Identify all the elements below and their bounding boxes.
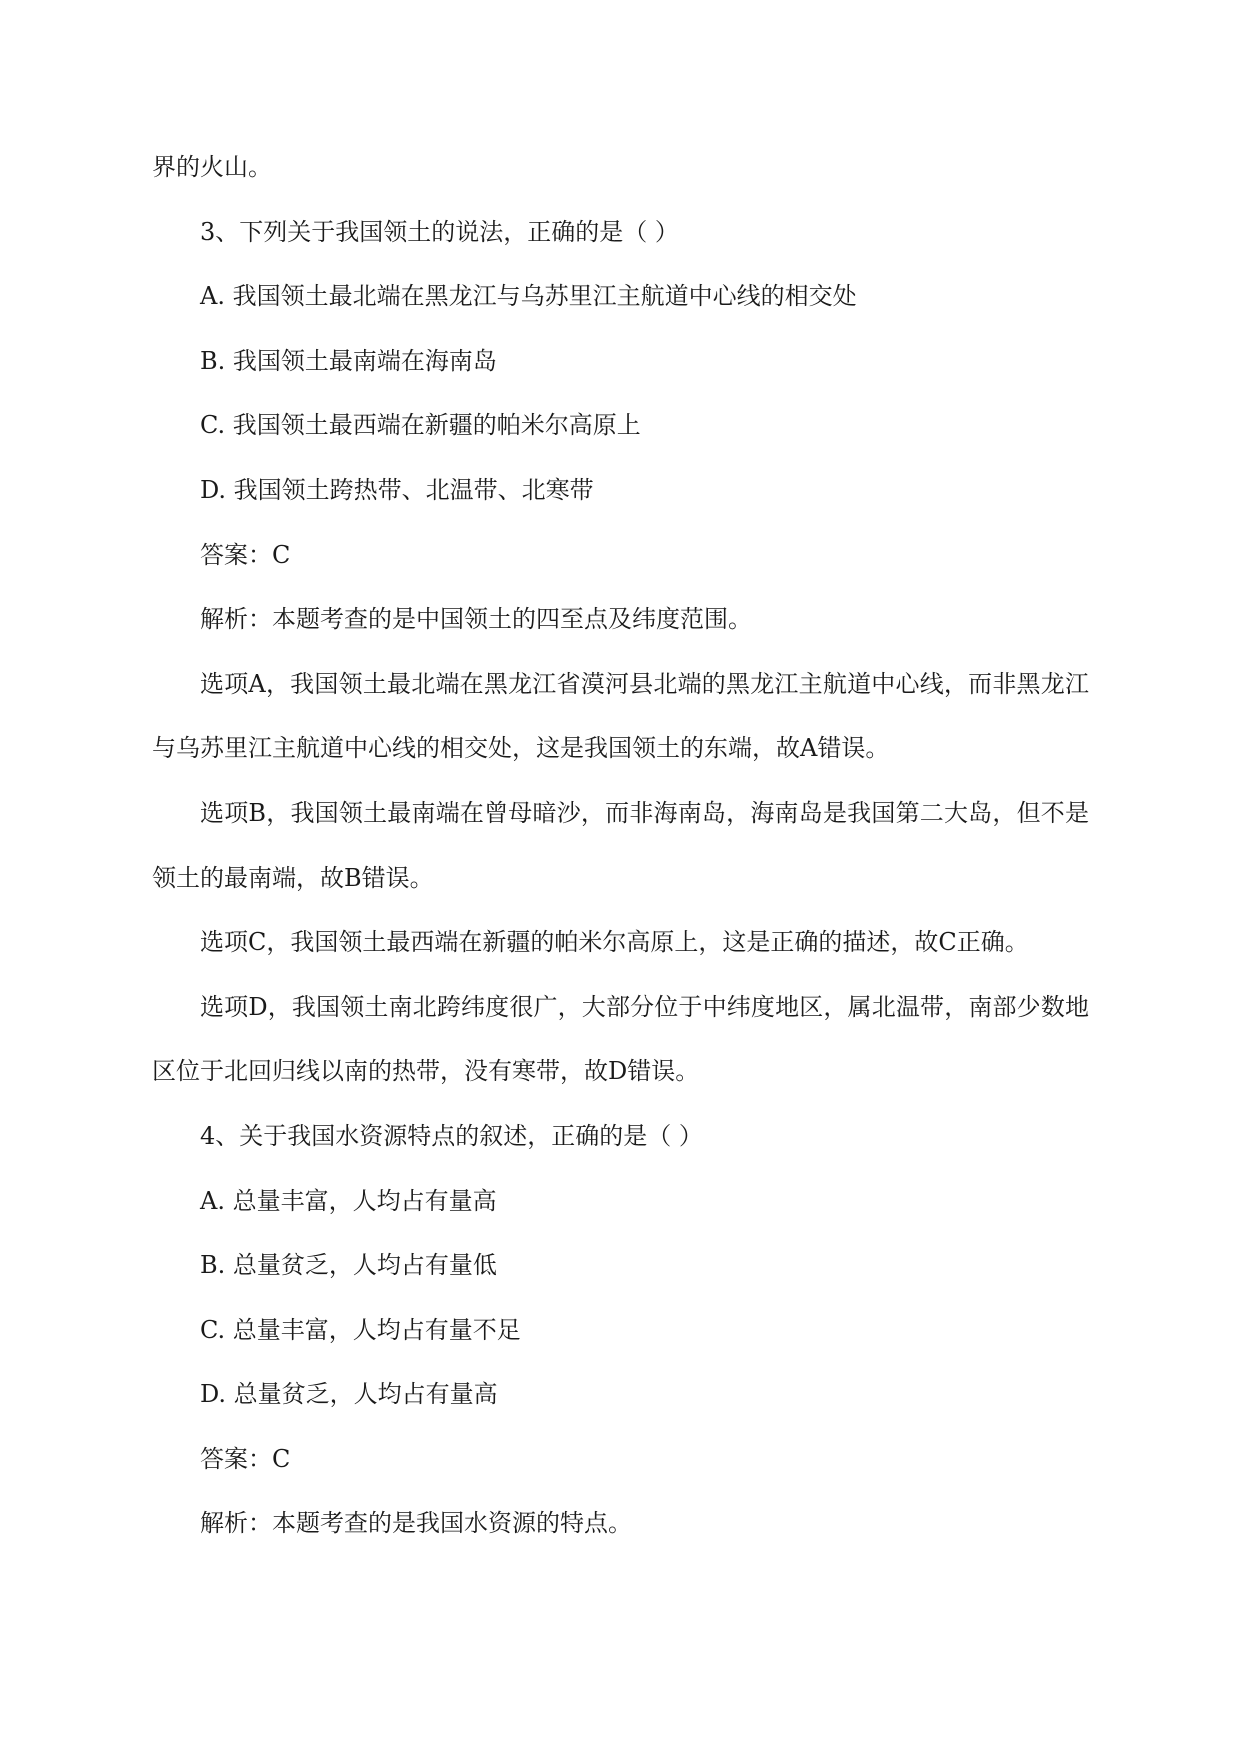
question-4-option-a: A. 总量丰富，人均占有量高: [200, 1186, 497, 1215]
question-3-analysis-b: 选项B，我国领土最南端在曾母暗沙，而非海南岛，海南岛是我国第二大岛，但不是领土的最南端，故B错误。: [152, 798, 1089, 892]
question-3-analysis-c: 选项C，我国领土最西端在新疆的帕米尔高原上，这是正确的描述，故C正确。: [200, 928, 1029, 957]
question-3-option-b: B. 我国领土最南端在海南岛: [200, 346, 497, 375]
question-3-option-d: D. 我国领土跨热带、北温带、北寒带: [200, 475, 594, 504]
question-4-analysis: 解析：本题考查的是我国水资源的特点。: [200, 1509, 632, 1538]
question-4-stem: 4、关于我国水资源特点的叙述，正确的是（ ）: [200, 1121, 703, 1150]
question-3-stem: 3、下列关于我国领土的说法，正确的是（ ）: [200, 217, 679, 246]
question-4-option-c: C. 总量丰富，人均占有量不足: [200, 1315, 521, 1344]
question-3-analysis-d: 选项D，我国领土南北跨纬度很广，大部分位于中纬度地区，属北温带，南部少数地区位于北回归线以南的热带，没有寒带，故D错误。: [152, 992, 1089, 1086]
question-3-analysis: 解析：本题考查的是中国领土的四至点及纬度范围。: [200, 605, 752, 634]
document-body: [152, 135, 1089, 1556]
question-3-option-a: A. 我国领土最北端在黑龙江与乌苏里江主航道中心线的相交处: [200, 282, 857, 311]
question-4-option-b: B. 总量贫乏，人均占有量低: [200, 1251, 497, 1280]
question-4-option-d: D. 总量贫乏，人均占有量高: [200, 1380, 498, 1409]
paragraph-continuation: 界的火山。: [152, 153, 272, 181]
question-4-answer: 答案：C: [200, 1444, 291, 1473]
question-3-analysis-a: 选项A，我国领土最北端在黑龙江省漠河县北端的黑龙江主航道中心线，而非黑龙江与乌苏里江主航道中心线的相交处，这是我国领土的东端，故A错误。: [152, 669, 1089, 763]
question-3-option-c: C. 我国领土最西端在新疆的帕米尔高原上: [200, 411, 641, 440]
question-3-answer: 答案：C: [200, 540, 291, 569]
